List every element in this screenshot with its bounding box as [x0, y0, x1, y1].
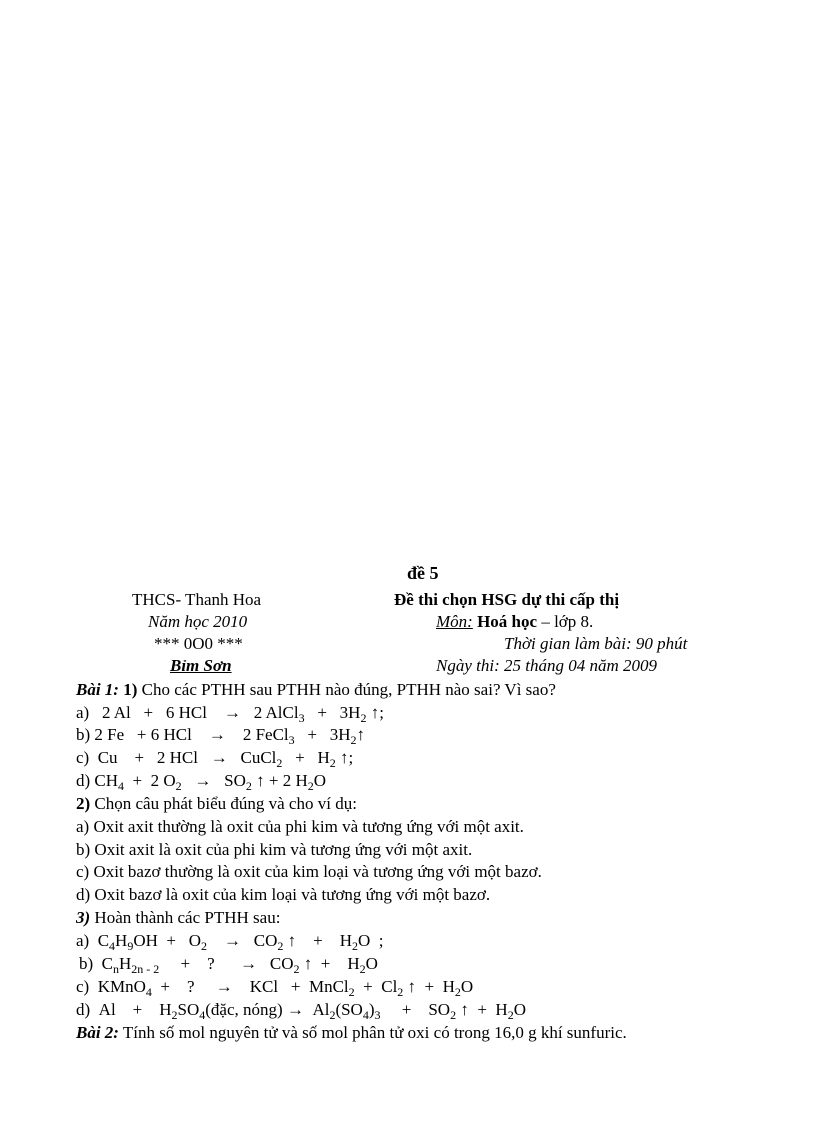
bai2-label: Bài 2: [76, 1023, 119, 1042]
subject-rest: – lớp 8. [537, 612, 594, 631]
school-name: THCS- Thanh Hoa [132, 590, 262, 609]
statement-a: a) Oxit axit thường là oxit của phi kim và tương ứng với một axit. [76, 817, 524, 836]
gas-arrow-icon: ↑ [287, 931, 297, 950]
separator-stars: *** 0O0 *** [154, 634, 243, 653]
arrow-icon: → [208, 725, 226, 744]
bai1-q3-text: Hoàn thành các PTHH sau: [90, 908, 281, 927]
statement-b: b) Oxit axit là oxit của phi kim và tương ứng với một axit. [76, 840, 473, 859]
equation-1a: a) 2 Al + 6 HCl → 2 AlCl$_3$ + $3H_2$ ↑; [76, 703, 384, 725]
gas-arrow-icon: ↑ [256, 771, 265, 790]
gas-arrow-icon: ↑ [370, 703, 380, 722]
exam-duration: Thời gian làm bài: 90 phút [504, 634, 688, 653]
bai2-text: Tính số mol nguyên tử và số mol phân tử oxi có trong 16,0 g khí sunfuric. [118, 1023, 627, 1042]
statement-c: c) Oxit bazơ thường là oxit của kim loại và tương ứng với một bazơ. [76, 862, 542, 881]
arrow-icon: → [223, 703, 241, 722]
equation-3d: d) Al + $H_2SO_4(đặc$, nóng) → $Al_2(SO_4)_3$ + $SO_2$ ↑ + $H_2O$ [76, 1000, 526, 1022]
subject-label: Môn: [436, 612, 473, 631]
arrow-icon: → [286, 1000, 304, 1019]
bai1-q2-num: 2) [76, 794, 91, 813]
place-name: Bỉm Sơn [170, 656, 232, 675]
arrow-icon: → [215, 977, 233, 996]
equation-3a: a) $C_4H_9OH + O_2$ → $CO_2$ ↑ + $H_2O$ ; [76, 931, 384, 953]
bai1-q1-num: 1) [123, 680, 138, 699]
gas-arrow-icon: ↑ [460, 1000, 469, 1019]
arrow-icon: → [210, 748, 228, 767]
subject-value: Hoá học [477, 612, 538, 631]
equation-1d: d) $CH_4 + 2$ $O_2$ → $SO_2$ ↑ + 2 $H_2O$ [76, 771, 327, 793]
bai2-line [76, 1023, 627, 1043]
equation-1c: c) Cu + 2 HCl → CuCl$_2$ + $H_2$ ↑; [76, 748, 354, 770]
bai1-q1-line [76, 680, 556, 700]
gas-arrow-icon: ↑ [340, 748, 349, 767]
arrow-icon: → [194, 771, 212, 790]
arrow-icon: → [240, 954, 258, 973]
bai1-q3-line [76, 908, 280, 928]
equation-3b: b) $C_nH_{2n - 2}$ + ? → $CO_2$ ↑ + $H_2O$ [79, 954, 378, 976]
exam-title: Đề thi chọn HSG dự thi cấp thị [394, 590, 620, 609]
equation-3c: c) KMnO$_4$ + ? → KCl + MnCl$_2$ + $Cl_2$ ↑ + $H_2O$ [76, 977, 474, 999]
gas-arrow-icon: ↑ [356, 725, 366, 744]
exam-date: Ngày thi: 25 tháng 04 năm 2009 [436, 656, 657, 675]
equation-1b: b) 2 Fe + 6 HCl → 2 FeCl$_3$ + $3H_2↑$ [76, 725, 366, 747]
subject-line [436, 612, 593, 632]
gas-arrow-icon: ↑ [303, 954, 313, 973]
arrow-icon: → [224, 931, 241, 950]
bai1-q2-line [76, 794, 357, 814]
school-year: Năm học 2010 [148, 612, 248, 631]
bai1-q3-num: 3) [76, 908, 91, 927]
bai1-q2-text: Chọn câu phát biểu đúng và cho ví dụ: [90, 794, 357, 813]
page-title: đề 5 [407, 563, 439, 583]
bai1-label: Bài 1: [76, 680, 119, 699]
bai1-q1-text: Cho các PTHH sau PTHH nào đúng, PTHH nào sai? Vì sao? [137, 680, 556, 699]
gas-arrow-icon: ↑ [407, 977, 417, 996]
statement-d: d) Oxit bazơ là oxit của kim loại và tương ứng với một bazơ. [76, 885, 491, 904]
